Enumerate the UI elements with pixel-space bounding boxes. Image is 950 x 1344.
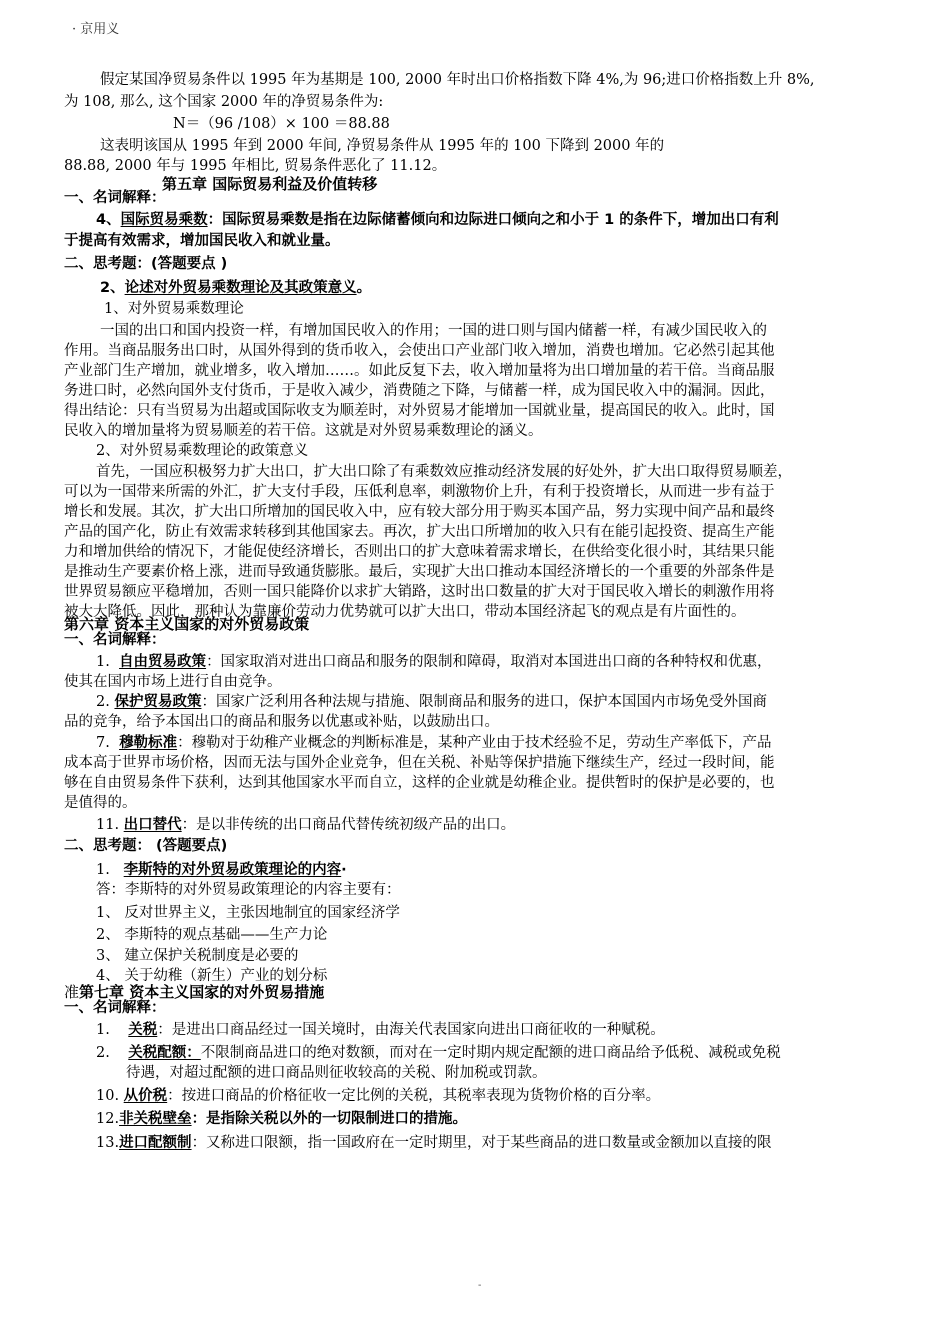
- ch6-answer-item: 1、 反对世界主义，主张因地制宜的国家经济学: [96, 905, 400, 921]
- term-definition: ：是指除关税以外的一切限制进口的措施。: [191, 1111, 468, 1127]
- punct: 。: [356, 280, 372, 296]
- ch5-paragraph-2: 产品的国产化，防止有效需求转移到其他国家去。再次，扩大出口所增加的收入只有在能引起投资、提高生产能: [64, 524, 775, 540]
- term-number: 2.: [96, 1045, 110, 1061]
- chapter-5-title: 第五章 国际贸易利益及价值转移: [162, 175, 378, 193]
- ch5-question-2: [100, 278, 371, 298]
- ch6-term-2-cont: 品的竞争，给予本国出口的商品和服务以优惠或补贴，以鼓励出口。: [64, 714, 499, 730]
- ch5-paragraph-2: 被大大降低。因此，那种认为靠廉价劳动力优势就可以扩大出口，带动本国经济起飞的观点是有片面性的。: [64, 604, 746, 620]
- ch5-paragraph-2: 可以为一国带来所需的外汇，扩大支付手段，压低利息率，刺激物价上升，有利于投资增长，从而进一步有益于: [64, 484, 775, 500]
- term-definition: ：是以非传统的出口商品代替传统初级产品的出口。: [181, 817, 516, 833]
- ch6-question-1: [96, 860, 347, 880]
- term-definition: 不限制商品进口的绝对数额，而对在一定时期内规定配额的进口商品给予低税、减税或免税: [200, 1045, 781, 1061]
- term-name: 出口替代: [123, 817, 182, 833]
- term-name: 关税配额：: [128, 1045, 201, 1061]
- ch7-term-12: [96, 1109, 467, 1129]
- ch5-paragraph-2: 是推动生产要素价格上涨，进而导致通货膨胀。最后，实现扩大出口推动本国经济增长的一个重要的外部条件是: [64, 564, 775, 580]
- ch7-term-13: [96, 1133, 772, 1153]
- ch6-term-2: [96, 692, 767, 712]
- term-number: 2.: [96, 694, 110, 710]
- formula-line: N＝（96 /108）× 100 ＝88.88: [173, 116, 390, 132]
- ch7-term-10: [96, 1086, 660, 1106]
- term-definition: ：国家广泛利用各种法规与措施、限制商品和服务的进口，保护本国国内市场免受外国商: [201, 694, 767, 710]
- page-footer-mark: -: [478, 1280, 482, 1291]
- term-number: 7.: [96, 735, 110, 751]
- ch7-term-2: [96, 1043, 781, 1063]
- ch5-paragraph-2: 增长和发展。其次，扩大出口所增加的国民收入中，应有较大部分用于购买本国产品，努力实现中间产品和最终: [64, 504, 775, 520]
- ch7-term-1: [96, 1020, 665, 1040]
- term-number: 1.: [96, 1022, 110, 1038]
- ch6-answer-item: 4、 关于幼稚（新生）产业的划分标: [96, 968, 328, 984]
- term-definition: ：国际贸易乘数是指在边际储蓄倾向和边际进口倾向之和小于 1 的条件下，增加出口有利: [207, 212, 779, 228]
- term-name: 关税: [128, 1022, 158, 1038]
- ch5-paragraph-1: 务进口时，必然向国外支付货币，于是收入减少，消费随之下降，与储蓄一样，成为国民收入中的漏洞。因此，: [64, 383, 775, 399]
- punct: ·: [341, 862, 347, 878]
- ch5-subheading-1: 1、对外贸易乘数理论: [104, 301, 244, 317]
- term-name: 保护贸易政策: [114, 694, 202, 710]
- chapter-7-prefix: 准: [64, 983, 80, 1001]
- ch6-answer-intro: 答：李斯特的对外贸易政策理论的内容主要有：: [96, 882, 401, 898]
- chapter-6-title: 第六章 资本主义国家的对外贸易政策: [64, 615, 310, 633]
- ch5-paragraph-2: 世界贸易额应平稳增加，否则一国只能降价以求扩大销路，这时出口数量的扩大对于国民收入增长的刺激作用将: [64, 584, 775, 600]
- ch6-section-questions: 二、思考题： (答题要点): [64, 838, 228, 854]
- ch6-term-11: [96, 815, 515, 835]
- chapter-7-title-text: 第七章 资本主义国家的对外贸易措施: [79, 983, 325, 1001]
- term-name: 国际贸易乘数: [120, 212, 208, 228]
- ch6-term-7: [96, 733, 772, 753]
- ch5-paragraph-1: 作用。当商品服务出口时，从国外得到的货币收入，会使出口产业部门收入增加，消费也增加。它必然引起其他: [64, 343, 775, 359]
- ch5-paragraph-1: 产业部门生产增加，就业增多，收入增加……。如此反复下去，收入增加量将为出口增加量的若干倍。当商品服: [64, 363, 775, 379]
- ch5-term-4-cont: 于提高有效需求，增加国民收入和就业量。: [64, 233, 340, 249]
- ch5-section-terms: 一、名词解释：: [64, 190, 166, 206]
- ch5-paragraph-1: 民收入的增加量将为贸易顺差的若干倍。这就是对外贸易乘数理论的涵义。: [64, 423, 543, 439]
- ch7-term-2-cont: 待遇，对超过配额的进口商品则征收较高的关税、附加税或罚款。: [126, 1065, 547, 1081]
- term-name: 穆勒标准: [119, 735, 178, 751]
- ch5-paragraph-2: 力和增加供给的情况下，才能促使经济增长，否则出口的扩大意味着需求增长，在供给变化很小时，其结果只能: [64, 544, 775, 560]
- ch6-answer-item: 2、 李斯特的观点基础——生产力论: [96, 927, 328, 943]
- term-number: 1.: [96, 654, 110, 670]
- ch5-paragraph-1: 得出结论：只有当贸易为出超或国际收支为顺差时，对外贸易才能增加一国就业量，提高国民的收入。此时，国: [64, 403, 775, 419]
- term-number: 10.: [96, 1088, 120, 1104]
- ch6-answer-item: 3、 建立保护关税制度是必要的: [96, 948, 299, 964]
- term-definition: ：按进口商品的价格征收一定比例的关税，其税率表现为货物价格的百分率。: [167, 1088, 661, 1104]
- question-title: 论述对外贸易乘数理论及其政策意义: [124, 280, 357, 296]
- intro-line: 假定某国净贸易条件以 1995 年为基期是 100, 2000 年时出口价格指数下降 4%,为 96;进口价格指数上升 8%,: [100, 72, 815, 88]
- term-number: 4、: [96, 212, 121, 228]
- term-name: 从价税: [123, 1088, 168, 1104]
- ch6-term-1: [96, 652, 772, 672]
- page-top-fragment: · 京用义: [72, 22, 120, 37]
- term-number: 11.: [96, 817, 120, 833]
- ch6-term-7-cont: 是值得的。: [64, 795, 137, 811]
- term-definition: ：是进出口商品经过一国关境时，由海关代表国家向进出口商征收的一种赋税。: [157, 1022, 665, 1038]
- intro-line: 为 108, 那么, 这个国家 2000 年的净贸易条件为:: [64, 94, 384, 110]
- ch5-paragraph-1: 一国的出口和国内投资一样，有增加国民收入的作用；一国的进口则与国内储蓄一样，有减少国民收入的: [100, 323, 767, 339]
- term-name: 非关税壁垒: [119, 1111, 192, 1127]
- intro-line: 88.88, 2000 年与 1995 年相比, 贸易条件恶化了 11.12。: [64, 158, 447, 174]
- ch5-term-4: [96, 210, 779, 230]
- ch6-term-7-cont: 成本高于世界市场价格，因而无法与国外企业竞争，但在关税、补贴等保护措施下继续生产，经过一段时间，能: [64, 755, 775, 771]
- term-name: 进口配额制: [119, 1135, 192, 1151]
- ch6-section-terms: 一、名词解释：: [64, 632, 166, 648]
- term-definition: ：国家取消对进出口商品和服务的限制和障碍，取消对本国进出口商的各种特权和优惠，: [206, 654, 772, 670]
- term-name: 自由贸易政策: [119, 654, 207, 670]
- term-number: 12.: [96, 1111, 120, 1127]
- question-title: 李斯特的对外贸易政策理论的内容: [123, 862, 342, 878]
- term-number: 13.: [96, 1135, 120, 1151]
- ch5-paragraph-2: 首先，一国应积极努力扩大出口，扩大出口除了有乘数效应推动经济发展的好处外，扩大出口取得贸易顺差，: [96, 464, 792, 480]
- question-number: 1.: [96, 862, 110, 878]
- ch6-term-1-cont: 使其在国内市场上进行自由竞争。: [64, 674, 282, 690]
- intro-line: 这表明该国从 1995 年到 2000 年间, 净贸易条件从 1995 年的 100 下降到 2000 年的: [100, 138, 665, 154]
- ch7-section-terms: 一、名词解释：: [64, 1000, 166, 1016]
- ch6-term-7-cont: 够在自由贸易条件下获利，达到其他国家水平而自立，这样的企业就是幼稚企业。提供暂时的保护是必要的，也: [64, 775, 775, 791]
- ch5-subheading-2: 2、对外贸易乘数理论的政策意义: [96, 443, 309, 459]
- term-definition: ：穆勒对于幼稚产业概念的判断标准是，某种产业由于技术经验不足，劳动生产率低下，产品: [177, 735, 772, 751]
- ch5-section-questions: 二、思考题：(答题要点 ): [64, 256, 228, 272]
- term-definition: ：又称进口限额，指一国政府在一定时期里，对于某些商品的进口数量或金额加以直接的限: [191, 1135, 772, 1151]
- question-number: 2、: [100, 280, 125, 296]
